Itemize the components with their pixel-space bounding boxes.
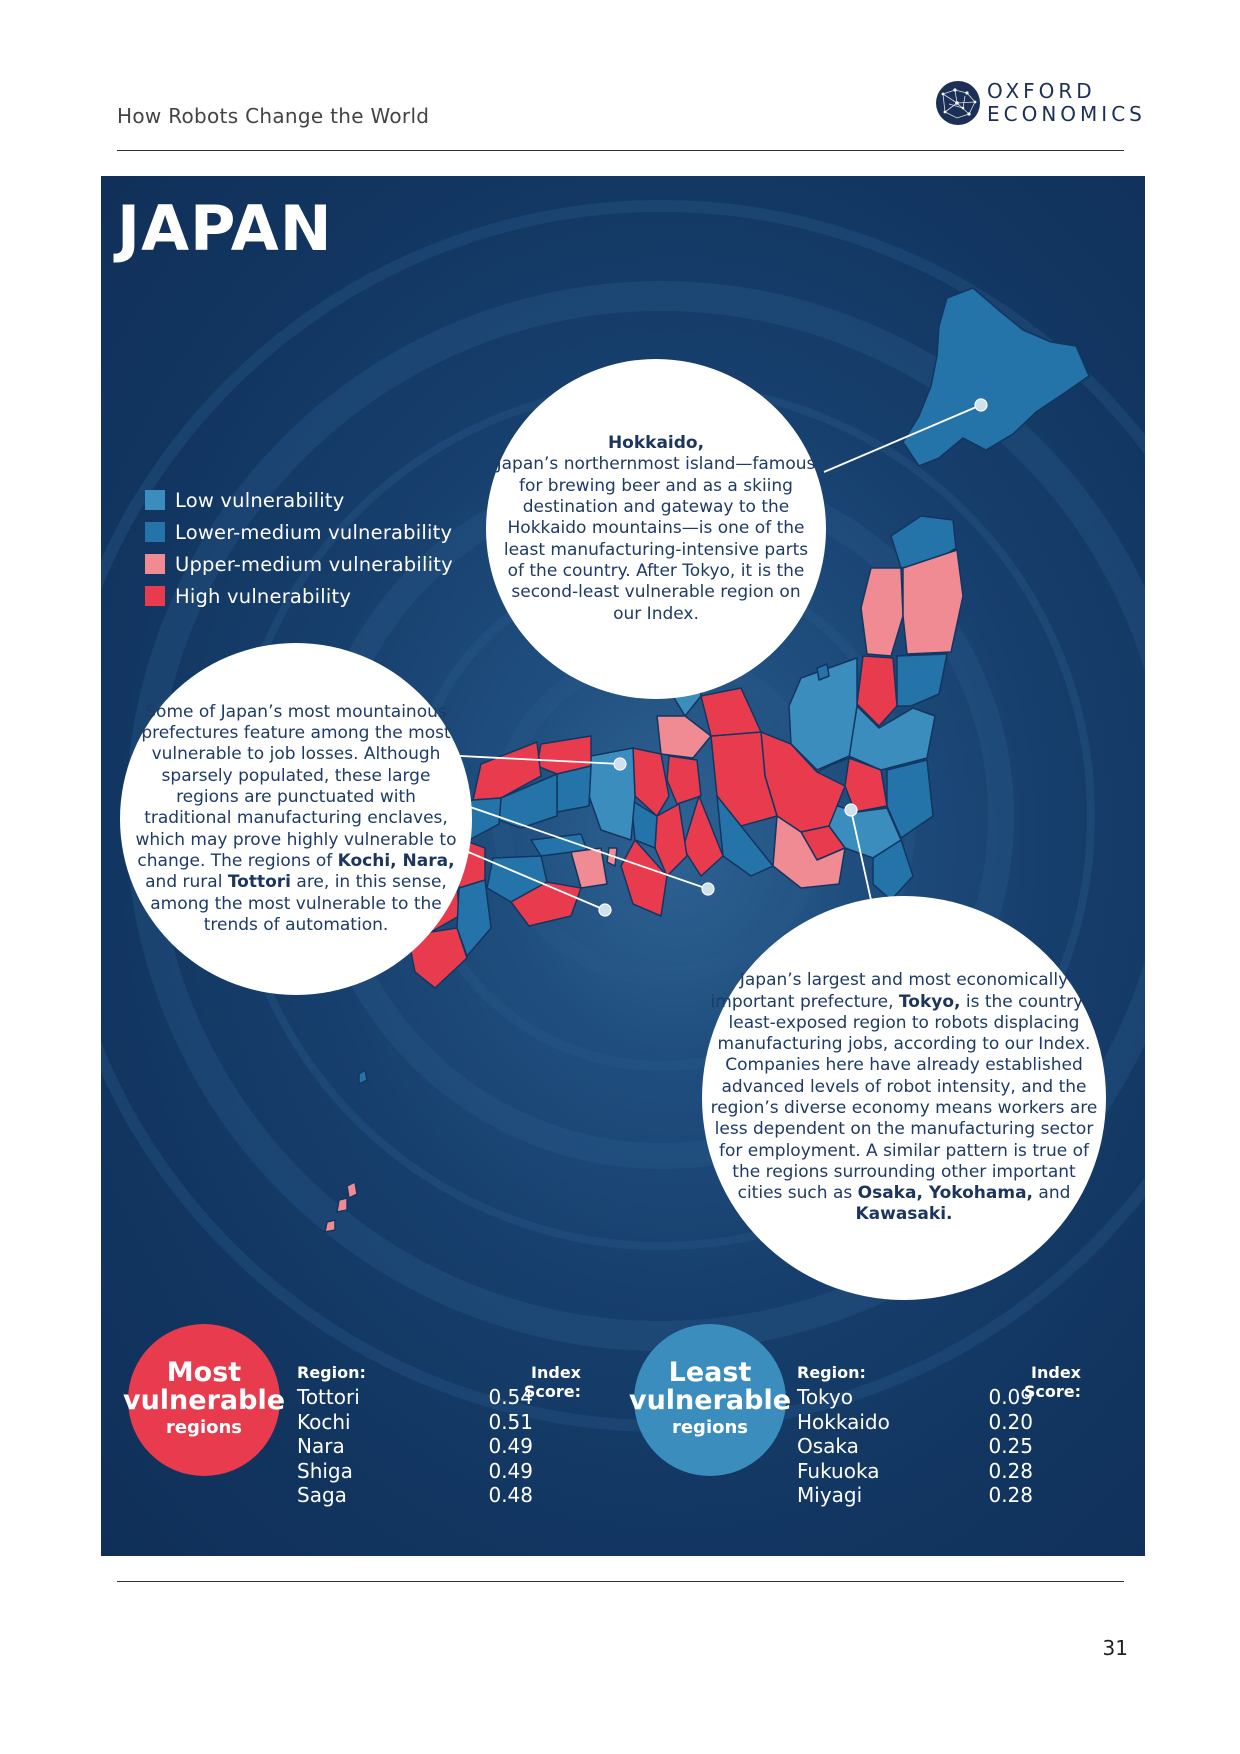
least-vulnerable-table <box>797 1363 1081 1508</box>
region-shiga <box>667 756 701 804</box>
index-score: 0.48 <box>488 1483 533 1507</box>
region-name: Kochi <box>297 1409 351 1434</box>
legend-item-high <box>145 580 453 612</box>
legend-label: High vulnerability <box>175 584 352 608</box>
region-nara <box>655 804 687 876</box>
table-row <box>797 1434 1081 1459</box>
callout-mountain-part-1: Some of Japan’s most mountainous prefectures feature among the most vulnerable to job losses. Although sparsely populated, these large regions are punctuated with traditional manufacturing enclaves, which may prove highly vulnerable to change. The regions of <box>135 701 457 871</box>
callout-mountain-bold-2: Tottori <box>227 872 291 893</box>
legend-item-upper-medium <box>145 548 453 580</box>
index-score: 0.20 <box>988 1409 1033 1434</box>
region-name: Miyagi <box>797 1483 863 1507</box>
region-tokushima <box>571 848 607 888</box>
oxford-economics-logo <box>935 78 1146 130</box>
callout-tokyo-bold-2: Osaka, Yokohama, <box>857 1183 1033 1204</box>
callout-hokkaido <box>486 359 826 699</box>
region-header: Region: <box>797 1363 866 1382</box>
most-label-line-3: regions <box>165 1417 243 1438</box>
region-mie <box>683 796 723 876</box>
index-score: 0.49 <box>488 1458 533 1483</box>
least-label-line-3: regions <box>671 1417 749 1438</box>
table-row <box>797 1483 1081 1508</box>
callout-mountainous-prefectures <box>120 643 472 995</box>
region-okinawa-1 <box>359 1070 367 1084</box>
legend-swatch-upper-medium <box>145 554 165 574</box>
score-header: Index Score: <box>1023 1363 1081 1401</box>
most-label-line-1: Most <box>166 1357 242 1388</box>
region-name: Shiga <box>297 1458 353 1483</box>
callout-hokkaido-bold: Hokkaido, <box>607 433 705 454</box>
index-score: 0.25 <box>988 1434 1033 1458</box>
footer-divider <box>117 1581 1124 1582</box>
region-okayama <box>557 766 591 812</box>
region-name: Fukuoka <box>797 1458 880 1483</box>
index-score: 0.51 <box>488 1409 533 1434</box>
legend-label: Low vulnerability <box>175 488 345 512</box>
legend-item-lower-medium <box>145 516 453 548</box>
table-row <box>297 1434 581 1459</box>
least-vulnerable-badge <box>628 1324 792 1476</box>
index-score: 0.28 <box>988 1483 1033 1507</box>
logo-line-2: ECONOMICS <box>987 102 1146 126</box>
legend-label: Upper-medium vulnerability <box>175 552 453 576</box>
most-label-line-2: vulnerable <box>122 1385 286 1416</box>
legend-swatch-high <box>145 586 165 606</box>
table-row <box>297 1459 581 1484</box>
region-name: Tokyo <box>797 1385 853 1409</box>
table-row <box>297 1483 581 1508</box>
table-row <box>297 1410 581 1435</box>
header-divider <box>117 150 1124 151</box>
callout-mountain-bold-1: Kochi, Nara, <box>337 850 455 871</box>
index-score: 0.54 <box>488 1385 533 1409</box>
region-name: Tottori <box>297 1385 360 1409</box>
callout-hokkaido-text <box>496 433 816 625</box>
callout-tokyo-text <box>710 970 1098 1226</box>
least-label-line-1: Least <box>668 1357 752 1388</box>
callout-mountain-text <box>130 702 462 936</box>
legend-label: Lower-medium vulnerability <box>175 520 453 544</box>
legend-swatch-lower-medium <box>145 522 165 542</box>
callout-tokyo-part-2: is the country’s least-exposed region to robots displacing manufacturing jobs, according to our Index. Companies here have already established advanced levels of robot intensity, and the region’s diverse economy means workers are less dependent on the manufacturing sector for employment. A similar pattern is true of the regions surrounding other important cities such as <box>710 991 1098 1204</box>
region-name: Saga <box>297 1483 347 1507</box>
region-akita <box>861 568 903 656</box>
index-score: 0.28 <box>988 1458 1033 1483</box>
index-score: 0.49 <box>488 1434 533 1458</box>
callout-tokyo-part-1: Japan’s largest and most economically important prefecture, <box>710 970 1069 1012</box>
region-fukui <box>657 716 711 758</box>
document-header-title: How Robots Change the World <box>117 104 430 128</box>
panel-title: JAPAN <box>117 192 333 265</box>
callout-hokkaido-body: Japan’s northernmost island—famous for brewing beer and as a skiing destination and gateway to the Hokkaido mountains—is one of the least manufacturing-intensive parts of the country. After Tokyo, it is the second-least vulnerable region on our Index. <box>496 454 816 624</box>
region-hyogo <box>589 748 635 840</box>
japan-infographic-panel <box>101 176 1145 1556</box>
logo-line-1: OXFORD <box>987 79 1096 103</box>
region-name: Osaka <box>797 1434 859 1458</box>
region-iwate <box>903 550 963 654</box>
least-label-line-2: vulnerable <box>628 1385 792 1416</box>
page-number: 31 <box>1102 1636 1128 1660</box>
logo-wordmark <box>987 80 1146 126</box>
callout-tokyo-part-3: and <box>1033 1183 1071 1204</box>
region-name: Hokkaido <box>797 1409 890 1434</box>
region-header: Region: <box>297 1363 366 1382</box>
index-score: 0.09 <box>988 1385 1033 1409</box>
table-row <box>797 1410 1081 1435</box>
callout-tokyo-bold-1: Tokyo, <box>898 991 961 1012</box>
legend-swatch-low <box>145 490 165 510</box>
most-vulnerable-badge <box>122 1324 286 1476</box>
callout-mountain-part-2: and rural <box>145 872 228 893</box>
region-okinawa-4 <box>325 1220 335 1232</box>
region-miyagi <box>897 654 947 706</box>
legend-item-low <box>145 484 453 516</box>
most-vulnerable-table <box>297 1363 581 1508</box>
callout-tokyo <box>702 896 1106 1300</box>
callout-tokyo-bold-3: Kawasaki. <box>855 1204 953 1225</box>
region-okinawa-2 <box>347 1182 357 1198</box>
globe-icon <box>935 80 981 126</box>
map-legend <box>145 484 453 612</box>
region-okinawa-3 <box>337 1198 347 1212</box>
score-header: Index Score: <box>523 1363 581 1401</box>
table-row <box>797 1459 1081 1484</box>
callout-mountain-part-3: are, in this sense, among the most vulnerable to the trends of automation. <box>150 872 447 935</box>
region-name: Nara <box>297 1434 345 1458</box>
